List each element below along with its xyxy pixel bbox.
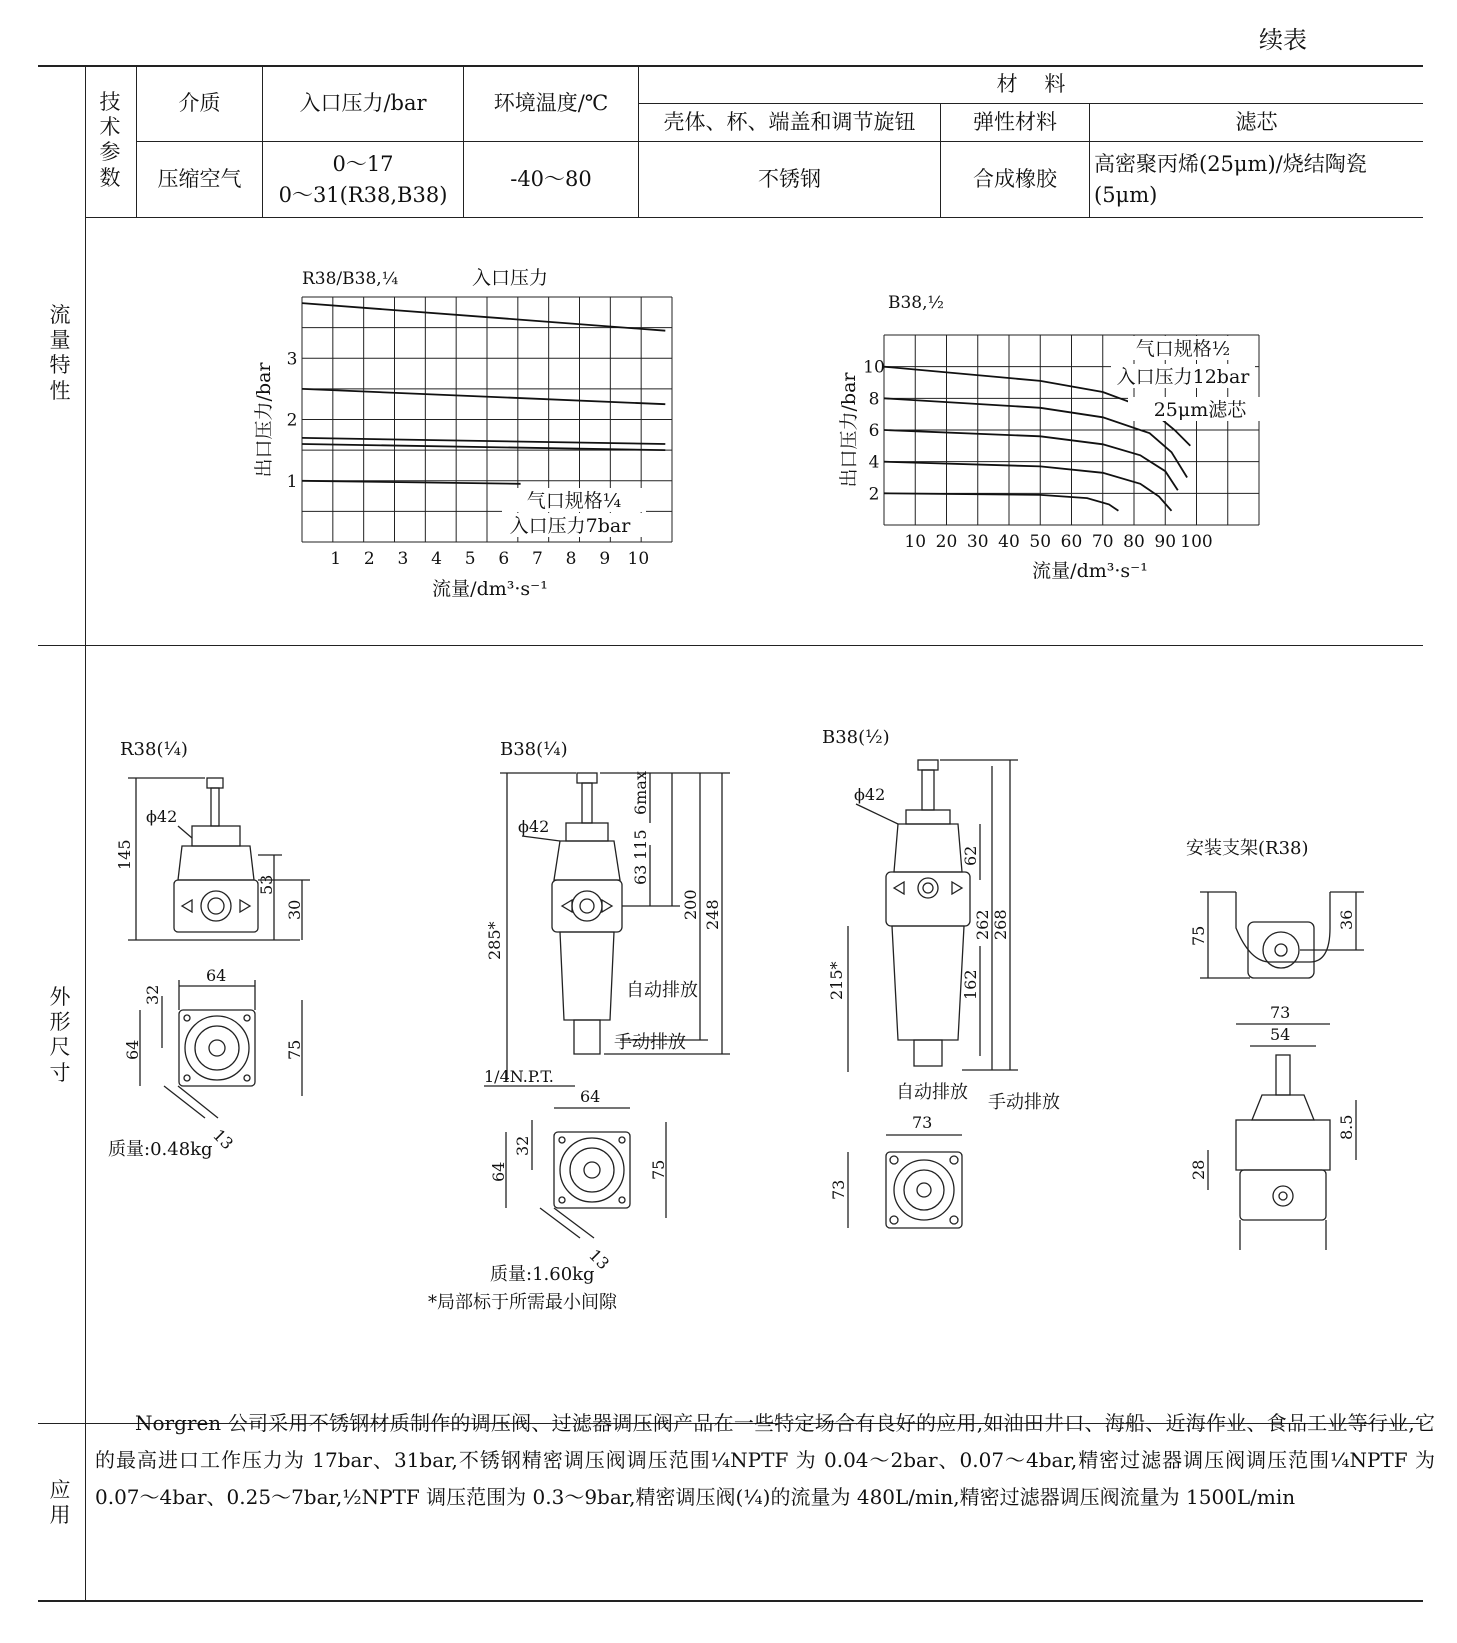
x-tick-label: 9 [599,549,611,569]
r38-bonnet [192,826,240,846]
bracket-label-54: 54 [1270,1025,1291,1044]
bracket-label-28: 28 [1189,1159,1208,1180]
b38h-auto-drain: 自动排放 [896,1082,968,1103]
section-dims-label: 外形尺寸 [49,985,71,1085]
y-tick-label: 6 [868,421,880,441]
x-tick-label: 30 [966,532,989,552]
bracket-label-73: 73 [1270,1003,1291,1022]
b38h-drain [914,1040,942,1066]
x-axis-label: 流量/dm³·s⁻¹ [432,578,548,600]
r38-port-inner [208,898,224,914]
x-tick-label: 7 [532,549,543,569]
x-tick-label: 3 [397,549,409,569]
section-app-label: 应用 [49,1478,71,1528]
r38-label-13: 13 [209,1125,238,1154]
header-elastomer: 弹性材料 [973,110,1057,135]
bracket-front [1236,892,1330,962]
b38q-title: B38(¹⁄₄) [500,739,568,760]
r38-bottom-view [179,1010,255,1086]
r38-body [174,880,258,932]
b38q-label-phi: ϕ42 [518,817,550,836]
bracket-label-75: 75 [1189,925,1208,946]
drawing-b38-quarter [428,739,730,1313]
cell-element: 高密聚丙烯(25μm)/烧结陶瓷(5μm) [1094,152,1367,207]
r38-label-64h: 64 [123,1039,142,1060]
b38q-stem [582,783,592,823]
cell-temp: -40～80 [510,167,592,192]
x-tick-label: 90 [1154,532,1177,552]
x-tick-label: 50 [1029,532,1052,552]
b38q-bottom-view [554,1132,630,1208]
b38h-label-73h: 73 [829,1179,848,1200]
x-tick-label: 20 [935,532,958,552]
x-tick-label: 100 [1180,532,1213,552]
y-tick-label: 3 [286,349,298,370]
b38q-label-285: 285* [485,921,504,960]
chart-title: R38/B38,¼ [302,269,399,289]
b38q-label-200: 200 [681,889,700,920]
b38q-label-13: 13 [585,1245,614,1274]
x-tick-label: 80 [1123,532,1145,552]
header-ambient-temp: 环境温度/℃ [493,91,609,116]
y-tick-label: 1 [286,471,298,492]
r38-label-75: 75 [285,1039,304,1060]
r38-flow-arrows [182,900,250,912]
drawing-r38 [108,739,310,1160]
cell-pressure-1: 0～17 [332,152,394,177]
bracket-label-8-5: 8.5 [1337,1114,1356,1140]
b38h-title: B38(¹⁄₂) [822,727,890,748]
b38q-label-115: 115 [631,829,650,860]
b38q-manual-drain: 手动排放 [614,1032,686,1053]
application-text: Norgren 公司采用不锈钢材质制作的调压阀、过滤器调压阀产品在一些特定场合有良好的应用,如油田井口、海船、近海作业、食品工业等行业,它的最高进口工作压力为 17bar、31bar,不锈钢精密调压阀调压范围¼NPTF 为 0.04～2bar、0.07～4bar,精密过滤器调压阀调压范围¼NPTF 为 0.07～4bar、0.25～7bar,½NPTF 调压范围为 0.3～9bar,精密调压阀(¼)的流量为 480L/min,精密过滤器调压阀流量为 1500L/min [95,1411,1435,1509]
header-materials: 材 料 [996,72,1066,97]
x-tick-label: 6 [498,549,510,569]
b38h-bonnet [894,824,962,872]
x-tick-label: 1 [330,549,342,569]
b38q-label-75: 75 [649,1159,668,1180]
b38q-label-248: 248 [703,899,722,930]
r38-upper-body [178,846,254,880]
b38q-drain [574,1020,600,1054]
cell-pressure-2: 0～31(R38,B38) [278,182,448,207]
b38q-knob [577,773,597,783]
r38-label-32: 32 [143,984,162,1005]
r38-label-phi: ϕ42 [146,807,178,826]
b38h-stem [922,770,934,810]
chart-subtitle: 入口压力 [471,267,549,289]
b38h-label-162: 162 [961,969,980,1000]
b38q-bowl [560,932,614,1020]
y-tick-label: 10 [863,357,885,378]
b38h-label-62: 62 [961,845,980,866]
r38-label-53: 53 [257,874,276,895]
y-tick-label: 2 [868,484,880,505]
b38h-label-262: 262 [973,909,992,940]
y-axis-label: 出口压力/bar [253,362,275,478]
b38h-bowl [892,926,964,1040]
cell-body: 不锈钢 [758,167,821,192]
header-inlet-pressure: 入口压力/bar [299,91,427,116]
x-tick-label: 60 [1060,532,1083,552]
b38q-label-32: 32 [513,1135,532,1156]
r38-knob [207,778,223,788]
b38q-note: *局部标于所需最小间隙 [428,1292,617,1313]
x-tick-label: 40 [998,532,1020,552]
b38h-label-268: 268 [991,909,1010,940]
r38-title: R38(¹⁄₄) [120,739,188,760]
b38h-label-215: 215* [827,961,846,1000]
y-tick-label: 8 [868,389,880,410]
bracket-stem [1276,1055,1290,1095]
r38-label-30: 30 [285,899,304,920]
continued-label: 续表 [1259,26,1307,54]
y-tick-label: 2 [286,410,298,431]
r38-label-64w: 64 [206,966,227,985]
chart-title: B38,½ [888,293,945,313]
section-flow-label: 流量特性 [49,303,71,403]
b38h-label-73w: 73 [912,1113,933,1132]
x-tick-label: 2 [363,549,375,569]
bracket-label-36: 36 [1337,909,1356,930]
x-tick-label: 8 [565,549,577,569]
chart-annotation: 入口压力7bar [509,515,631,537]
bracket-title: 安装支架(R38) [1186,838,1309,859]
r38-mass: 质量:0.48kg [108,1139,213,1160]
x-tick-label: 70 [1091,532,1114,552]
drawing-b38-half [822,727,1060,1228]
x-tick-label: 5 [464,549,476,569]
b38h-bottom-view [886,1152,962,1228]
b38h-body [886,872,970,926]
b38q-label-64h: 64 [489,1161,508,1182]
b38q-label-64w: 64 [580,1087,601,1106]
b38q-bonnet [554,841,620,880]
x-tick-label: 10 [627,549,650,569]
b38q-mass: 质量:1.60kg [490,1264,595,1285]
chart-annotation: 入口压力12bar [1116,366,1250,388]
x-tick-label: 4 [431,549,442,569]
y-axis-label: 出口压力/bar [838,372,860,488]
cell-elastomer: 合成橡胶 [973,167,1057,192]
chart-annotation: 气口规格½ [1135,338,1231,360]
r38-label-145: 145 [115,839,134,870]
b38h-label-phi: ϕ42 [854,785,886,804]
r38-stem [211,788,219,826]
header-medium: 介质 [178,91,221,116]
x-tick-label: 10 [904,532,927,552]
b38q-npt: 1/4N.P.T. [484,1067,554,1086]
section-tech-label: 技术参数 [99,90,121,190]
b38q-label-6max: 6max [631,771,650,815]
x-axis-label: 流量/dm³·s⁻¹ [1032,560,1148,582]
drawing-bracket [1186,838,1364,1250]
chart-annotation: 25μm滤芯 [1153,399,1247,421]
b38q-auto-drain: 自动排放 [626,980,698,1001]
r38-port-outer [201,891,231,921]
b38q-label-63: 63 [631,864,650,885]
header-body: 壳体、杯、端盖和调节旋钮 [663,110,916,135]
chart-annotation: 气口规格¼ [526,490,622,512]
b38h-manual-drain: 手动排放 [988,1092,1060,1113]
header-element: 滤芯 [1235,110,1278,135]
cell-medium: 压缩空气 [157,167,242,192]
y-tick-label: 4 [868,452,880,473]
